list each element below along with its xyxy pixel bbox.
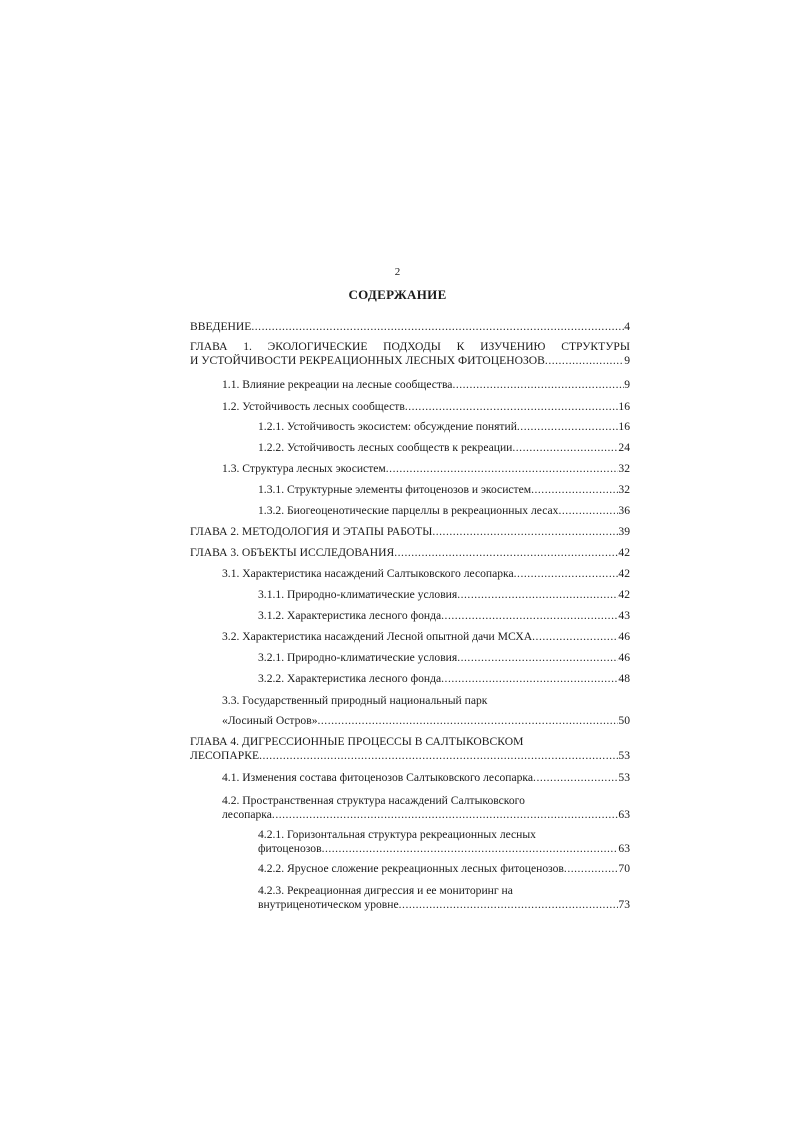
toc-leader-dots — [564, 862, 618, 876]
toc-entry — [190, 400, 630, 414]
toc-entry-label: 3.2. Характеристика насаждений Лесной опытной дачи МСХА — [222, 630, 533, 643]
toc-entry-label: 1.2. Устойчивость лесных сообществ — [222, 400, 405, 413]
toc-entry-page: 32 — [618, 483, 630, 496]
toc-entry-row — [258, 420, 630, 434]
toc-entry-page: 42 — [618, 588, 630, 601]
toc-entry-page: 16 — [618, 400, 630, 413]
toc-entry — [190, 462, 630, 476]
toc-entry-first-line: 4.2.1. Горизонтальная структура рекреационных лесных — [258, 828, 536, 841]
toc-entry-label: лесопарка — [222, 808, 272, 821]
toc-leader-dots — [322, 842, 619, 856]
toc-title: СОДЕРЖАНИЕ — [348, 287, 447, 302]
toc-leader-dots — [399, 898, 619, 912]
toc-leader-dots — [531, 483, 618, 497]
toc-entry-label: ВВЕДЕНИЕ — [190, 320, 252, 333]
toc-entry-page: 46 — [618, 630, 630, 643]
toc-leader-dots — [558, 504, 618, 518]
toc-entry-row — [222, 771, 630, 785]
toc-entry-row — [258, 898, 630, 912]
toc-entry-label: «Лосиный Остров» — [222, 714, 318, 727]
toc-leader-dots — [514, 567, 619, 581]
toc-entry-page: 43 — [618, 609, 630, 622]
toc-entry-row — [258, 504, 630, 518]
toc-entry-page: 42 — [618, 567, 630, 580]
toc-leader-dots — [441, 609, 618, 623]
toc-entry — [190, 320, 630, 334]
toc-entry-row — [258, 651, 630, 665]
toc-entry-page: 36 — [618, 504, 630, 517]
toc-entry-label: ГЛАВА 2. МЕТОДОЛОГИЯ И ЭТАПЫ РАБОТЫ — [190, 525, 433, 538]
toc-entry — [190, 771, 630, 785]
toc-entry-label: 1.3. Структура лесных экосистем — [222, 462, 386, 475]
toc-entry-page: 46 — [618, 651, 630, 664]
toc-entry-label: 1.2.1. Устойчивость экосистем: обсуждение понятий — [258, 420, 517, 433]
toc-entry — [190, 588, 630, 602]
toc-entry-page: 24 — [618, 441, 630, 454]
toc-leader-dots — [512, 441, 618, 455]
toc-entry-first-line: ГЛАВА 4. ДИГРЕССИОННЫЕ ПРОЦЕССЫ В САЛТЫКОВСКОМ — [190, 735, 524, 748]
toc-entry-row — [222, 630, 630, 644]
toc-entry-row — [222, 567, 630, 581]
toc-entry-label: 1.1. Влияние рекреации на лесные сообщества — [222, 378, 453, 391]
toc-entry-row — [258, 842, 630, 856]
toc-entry-row — [258, 862, 630, 876]
toc-entry-label: внутриценотическом уровне — [258, 898, 399, 911]
toc-entry — [190, 420, 630, 434]
toc-leader-dots — [457, 588, 618, 602]
toc-entry-row — [258, 483, 630, 497]
toc-entry-page: 9 — [624, 378, 630, 391]
toc-leader-dots — [457, 651, 618, 665]
toc-entry-page: 63 — [618, 808, 630, 821]
toc-leader-dots — [405, 400, 619, 414]
toc-entry-label: 3.2.2. Характеристика лесного фонда — [258, 672, 442, 685]
toc-entry-page: 53 — [618, 749, 630, 762]
toc-entry-label: И УСТОЙЧИВОСТИ РЕКРЕАЦИОННЫХ ЛЕСНЫХ ФИТОЦЕНОЗОВ — [190, 354, 545, 367]
toc-entry-label: фитоценозов — [258, 842, 322, 855]
toc-leader-dots — [394, 546, 618, 560]
toc-entry — [190, 794, 630, 822]
toc-entry — [190, 828, 630, 856]
toc-leader-dots — [272, 808, 618, 822]
toc-entry-first-line: 4.2. Пространственная структура насаждений Салтыковского — [222, 794, 525, 807]
toc-leader-dots — [452, 378, 624, 392]
toc-entry-label: 3.1. Характеристика насаждений Салтыковского лесопарка — [222, 567, 514, 580]
toc-entry-row — [190, 749, 630, 763]
toc-entry-row — [222, 378, 630, 392]
toc-entry-page: 16 — [618, 420, 630, 433]
toc-entry-page: 39 — [618, 525, 630, 538]
toc-entry-first-line: 3.3. Государственный природный национальный парк — [222, 694, 488, 707]
toc-entry-label: ЛЕСОПАРКЕ — [190, 749, 260, 762]
toc-leader-dots — [532, 630, 618, 644]
toc-entry-row — [222, 462, 630, 476]
toc-entry-label: 1.3.1. Структурные элементы фитоценозов и экосистем — [258, 483, 532, 496]
toc-entry-page: 48 — [618, 672, 630, 685]
toc-entry — [190, 630, 630, 644]
toc-entry-label: 3.1.2. Характеристика лесного фонда — [258, 609, 442, 622]
toc-leader-dots — [432, 525, 618, 539]
toc-entry-page: 53 — [618, 771, 630, 784]
toc-entry-row — [222, 400, 630, 414]
toc-entry-row — [258, 672, 630, 686]
toc-entry — [190, 672, 630, 686]
toc-entry-page: 50 — [618, 714, 630, 727]
toc-entry-row — [258, 441, 630, 455]
toc-entry — [190, 441, 630, 455]
toc-entry-page: 9 — [624, 354, 630, 367]
toc-entry-row — [190, 354, 630, 368]
toc-leader-dots — [259, 749, 618, 763]
toc-entry-page: 4 — [624, 320, 630, 333]
toc-entry — [190, 340, 630, 368]
toc-entry-first-line: ГЛАВА 1. ЭКОЛОГИЧЕСКИЕ ПОДХОДЫ К ИЗУЧЕНИЮ СТРУКТУРЫ — [190, 340, 630, 353]
toc-entry-row — [190, 525, 630, 539]
toc-entry-first-line: 4.2.3. Рекреационная дигрессия и ее мониторинг на — [258, 884, 513, 897]
toc-entry-page: 32 — [618, 462, 630, 475]
toc-entry — [190, 525, 630, 539]
toc-entry-label: ГЛАВА 3. ОБЪЕКТЫ ИССЛЕДОВАНИЯ — [190, 546, 395, 559]
toc-entry-page: 73 — [618, 898, 630, 911]
toc-entry — [190, 504, 630, 518]
toc-leader-dots — [517, 420, 619, 434]
toc-entry — [190, 567, 630, 581]
toc-leader-dots — [386, 462, 619, 476]
toc-entry — [190, 884, 630, 912]
toc-entry — [190, 483, 630, 497]
toc-leader-dots — [533, 771, 618, 785]
toc-entry-row — [222, 714, 630, 728]
toc-entry — [190, 378, 630, 392]
page-number: 2 — [394, 266, 401, 278]
toc-entry-label: 1.3.2. Биогеоценотические парцеллы в рекреационных лесах — [258, 504, 559, 517]
toc-entry-page: 70 — [618, 862, 630, 875]
toc-leader-dots — [441, 672, 618, 686]
toc-entry-label: 3.1.1. Природно-климатические условия — [258, 588, 458, 601]
toc-entry — [190, 862, 630, 876]
toc-entry — [190, 694, 630, 728]
toc-entry-label: 4.1. Изменения состава фитоценозов Салтыковского лесопарка — [222, 771, 534, 784]
toc-entry-row — [190, 320, 630, 334]
toc-entry — [190, 546, 630, 560]
toc-entry-row — [190, 546, 630, 560]
toc-entry — [190, 609, 630, 623]
toc-entry-page: 42 — [618, 546, 630, 559]
toc-entry — [190, 735, 630, 763]
toc-entry-row — [222, 808, 630, 822]
toc-leader-dots — [251, 320, 624, 334]
toc-entry-label: 4.2.2. Ярусное сложение рекреационных лесных фитоценозов — [258, 862, 564, 875]
toc-entry-row — [258, 588, 630, 602]
toc-entry-label: 1.2.2. Устойчивость лесных сообществ к рекреации — [258, 441, 513, 454]
toc-entry-row — [258, 609, 630, 623]
toc-entry-page: 63 — [618, 842, 630, 855]
toc-entry — [190, 651, 630, 665]
toc-entry-label: 3.2.1. Природно-климатические условия — [258, 651, 458, 664]
toc-leader-dots — [318, 714, 619, 728]
toc-leader-dots — [545, 354, 624, 368]
